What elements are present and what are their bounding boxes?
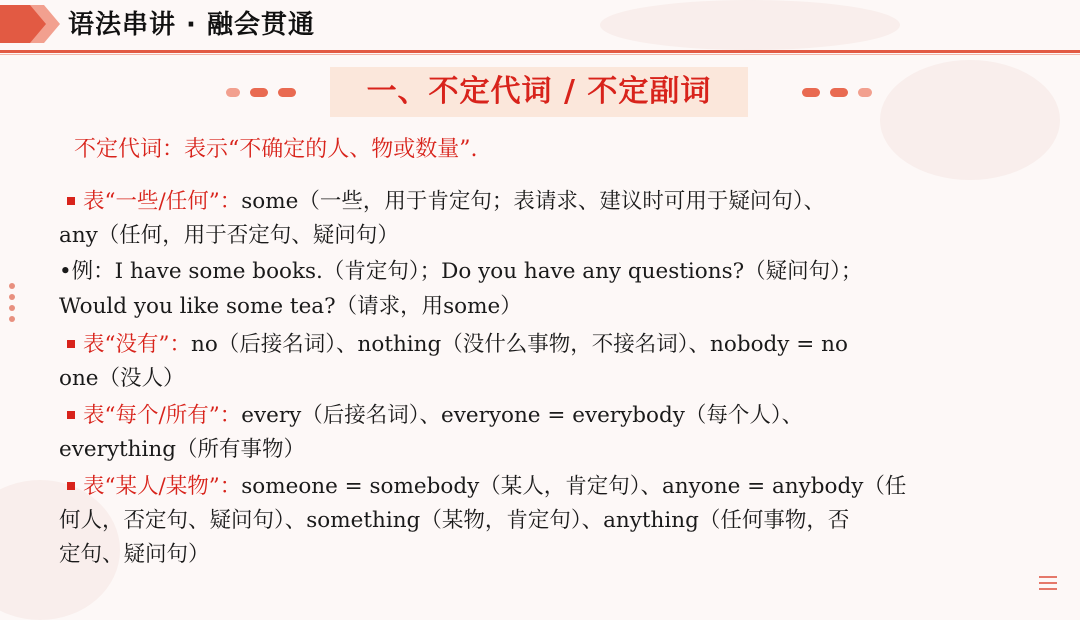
background-cloud	[600, 0, 900, 50]
item-some-any-line1	[59, 184, 825, 215]
item-someone-line3: 定句、疑问句）	[59, 542, 210, 567]
section-banner: 一、不定代词 / 不定副词	[330, 67, 748, 117]
bullet-square-icon	[67, 340, 75, 348]
item-text: some（一些，用于肯定句；表请求、建议时可用于疑问句）、	[241, 189, 826, 214]
item-label: 表“没有”：	[83, 332, 191, 357]
item-some-any-line2: any（任何，用于否定句、疑问句）	[59, 223, 399, 248]
item-every-line2: everything（所有事物）	[59, 437, 305, 462]
item-label: 表“一些/任何”：	[83, 189, 242, 214]
bullet-square-icon	[67, 197, 75, 205]
item-label: 表“某人/某物”：	[83, 474, 242, 499]
intro-definition: 不定代词：表示“不确定的人、物或数量”.	[74, 137, 478, 162]
item-text: every（后接名词）、everyone = everybody（每个人）、	[241, 403, 804, 428]
item-someone-line2: 何人，否定句、疑问句）、something（某物，肯定句）、anything（任何事物，否	[59, 508, 850, 533]
header-chevron-icon	[0, 3, 62, 45]
item-text: someone = somebody（某人，肯定句）、anyone = anybody（任	[241, 474, 907, 499]
item-someone-line1	[59, 469, 906, 500]
banner-right-dots	[802, 88, 882, 98]
example-line1: •例：I have some books.（肯定句）；Do you have any questions?（疑问句）；	[59, 259, 863, 284]
header-title: 语法串讲 · 融会贯通	[68, 10, 315, 40]
side-dots-decoration	[9, 283, 17, 327]
bullet-square-icon	[67, 411, 75, 419]
header-divider	[0, 50, 1080, 53]
item-label: 表“每个/所有”：	[83, 403, 242, 428]
item-every-line1	[59, 398, 803, 429]
menu-icon[interactable]	[1039, 576, 1057, 594]
item-no-line2: one（没人）	[59, 366, 185, 391]
item-text: no（后接名词）、nothing（没什么事物，不接名词）、nobody = no	[190, 332, 848, 357]
example-line2: Would you like some tea?（请求，用some）	[59, 294, 522, 319]
banner-left-dots	[226, 88, 306, 98]
bullet-square-icon	[67, 482, 75, 490]
item-no-line1	[59, 327, 848, 358]
background-cloud	[880, 60, 1060, 180]
header-divider-thin	[0, 54, 1080, 55]
